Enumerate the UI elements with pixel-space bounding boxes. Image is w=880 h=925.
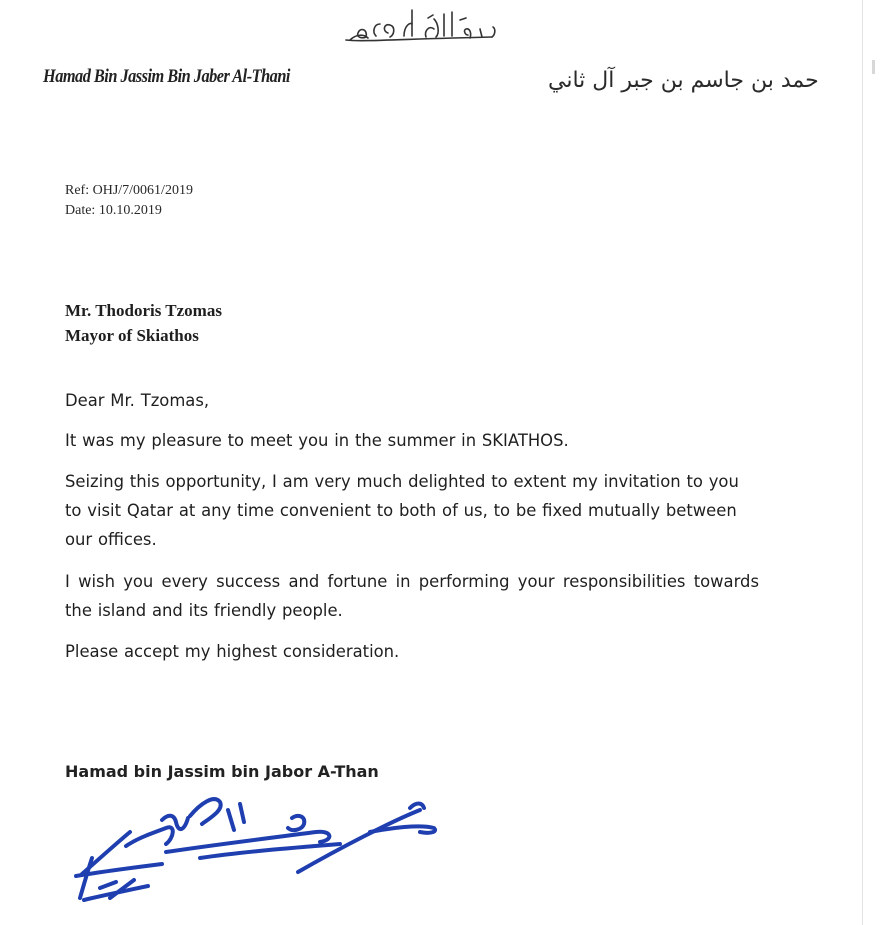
body-paragraph-2: Seizing this opportunity, I am very much delighted to extent my invitation to you to visit Qatar at any time convenient to both of us, to be fixed mutually between our offices. bbox=[65, 472, 739, 549]
signatory-name: Hamad bin Jassim bin Jabor A-Than bbox=[65, 762, 379, 781]
letter-date: Date: 10.10.2019 bbox=[65, 203, 162, 218]
body-paragraph-3: I wish you every success and fortune in performing your responsibilities towards the island and its friendly people. bbox=[65, 572, 759, 620]
body-paragraph-1: It was my pleasure to meet you in the summer in SKIATHOS. bbox=[65, 431, 569, 450]
body-paragraph-4: Please accept my highest consideration. bbox=[65, 642, 400, 661]
reference-number: Ref: OHJ/7/0061/2019 bbox=[65, 183, 193, 198]
recipient-block bbox=[65, 298, 222, 348]
recipient-title: Mayor of Skiathos bbox=[65, 326, 199, 345]
basmala-calligraphy bbox=[342, 6, 502, 48]
handwritten-signature bbox=[70, 788, 450, 913]
letterhead-name-english: Hamad Bin Jassim Bin Jaber Al-Thani bbox=[43, 66, 290, 87]
reference-block bbox=[65, 181, 193, 221]
salutation: Dear Mr. Tzomas, bbox=[65, 391, 210, 410]
recipient-name: Mr. Thodoris Tzomas bbox=[65, 301, 222, 320]
scan-mark bbox=[872, 60, 875, 74]
letterhead-name-arabic: حمد بن جاسم بن جبر آل ثاني bbox=[548, 68, 819, 93]
page-edge bbox=[862, 0, 863, 925]
